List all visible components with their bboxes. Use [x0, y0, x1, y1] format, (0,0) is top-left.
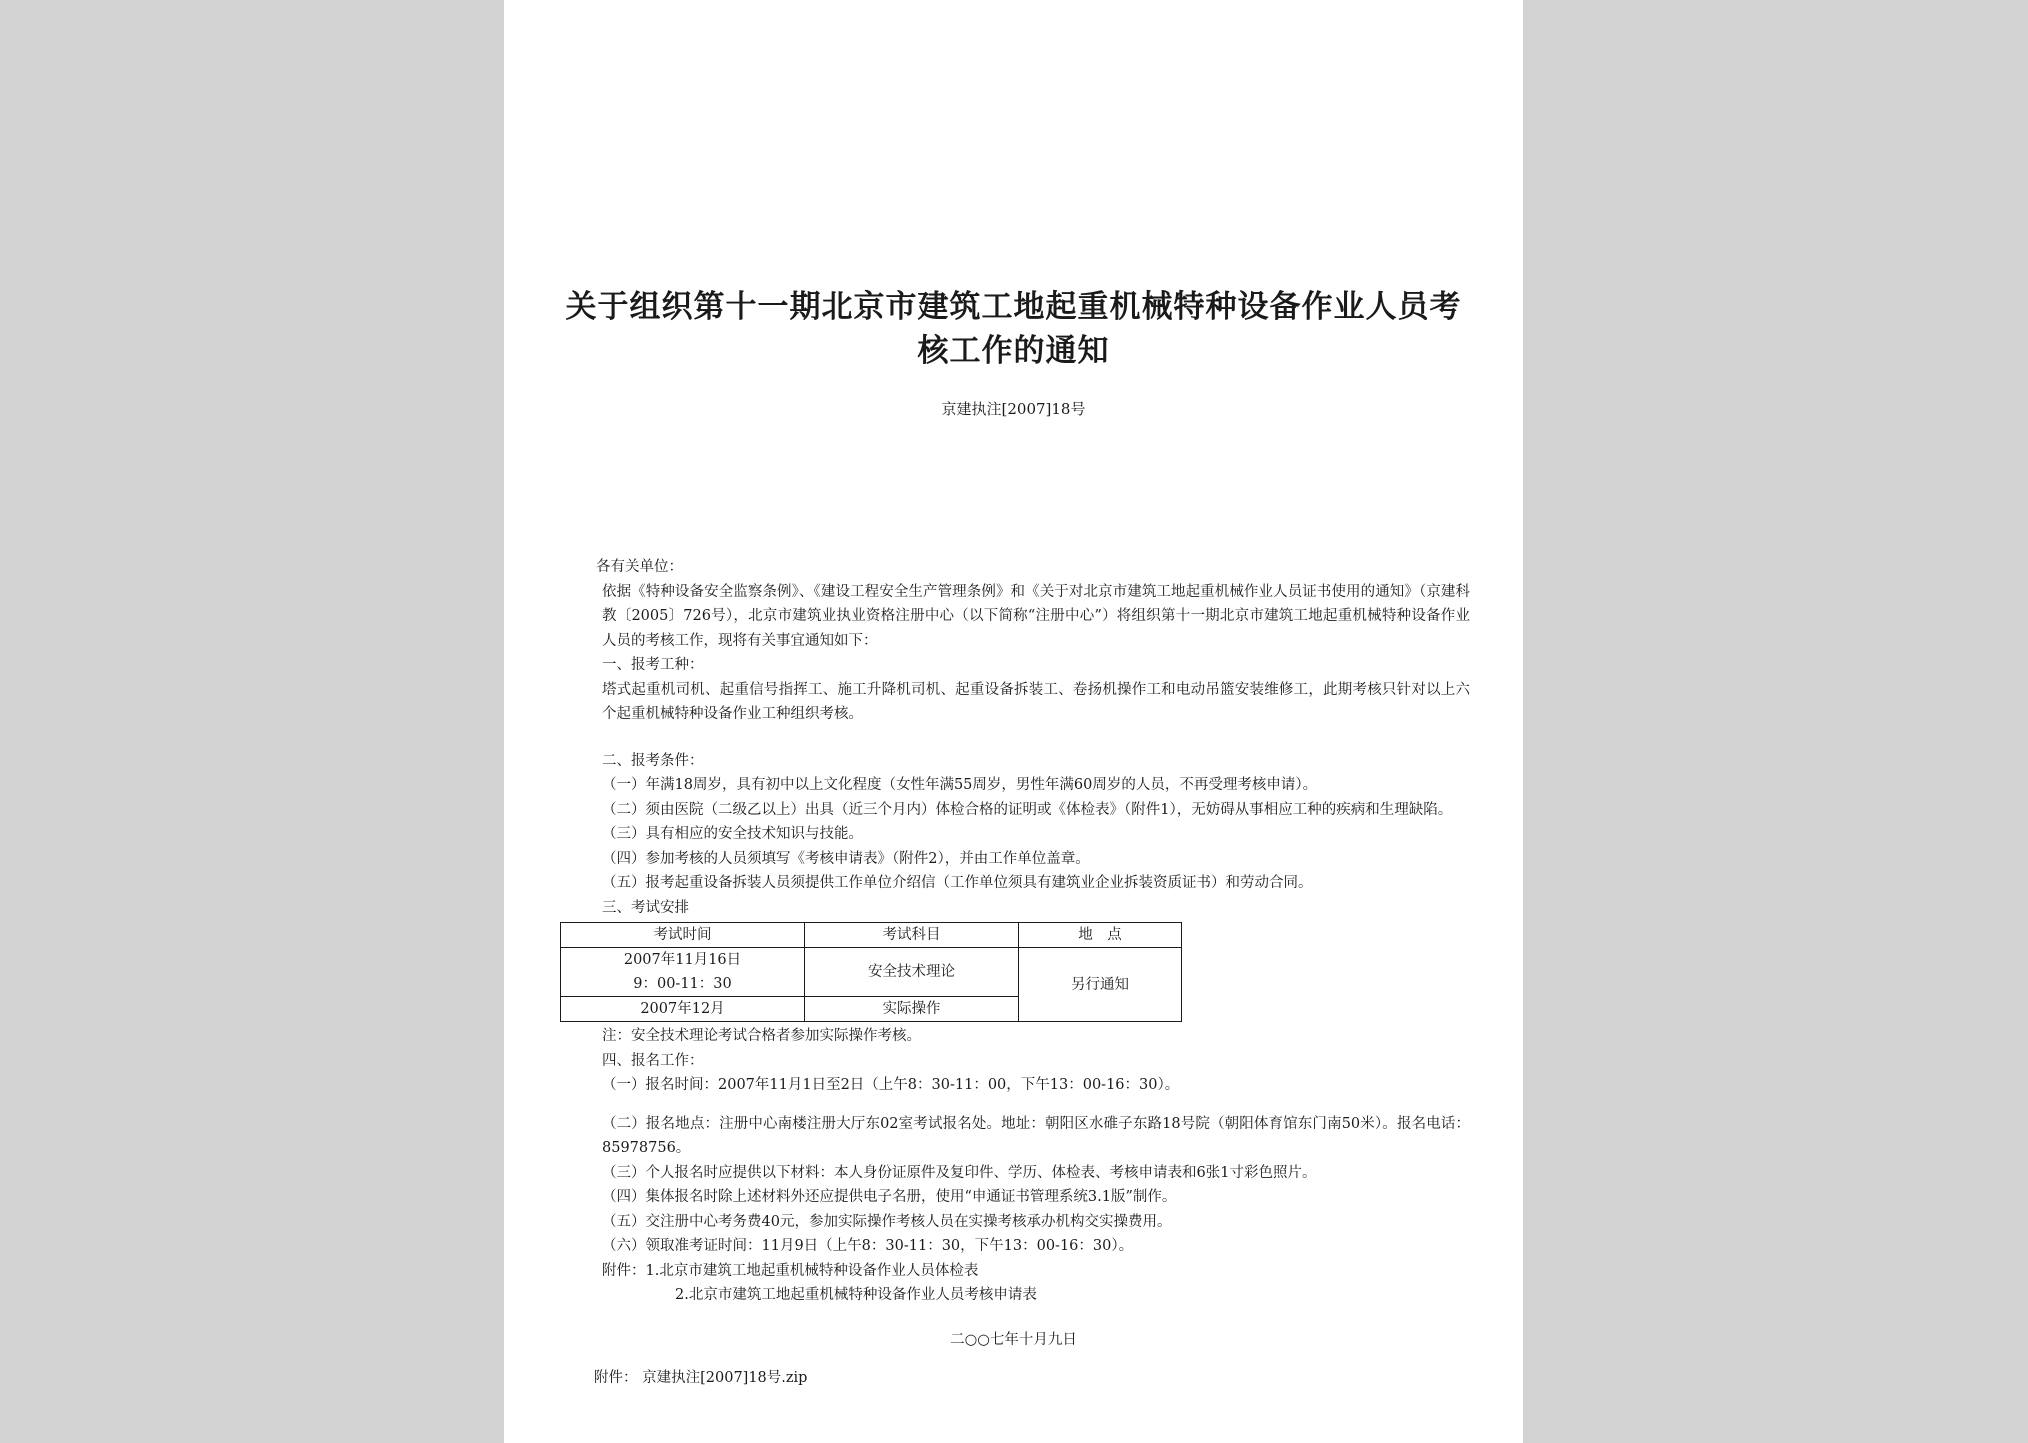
condition-item: （二）须由医院（二级乙以上）出具（近三个月内）体检合格的证明或《体检表》（附件1），无妨碍从事相应工种的疾病和生理缺陷。	[602, 801, 1453, 818]
salutation: 各有关单位：	[596, 559, 683, 575]
intro-paragraph: 依据《特种设备安全监察条例》、《建设工程安全生产管理条例》和《关于对北京市建筑工地起重机械作业人员证书使用的通知》（京建科教〔2005〕726号），北京市建筑业执业资格注册中心（以下简称“注册中心”）将组织第十一期北京市建筑工地起重机械特种设备作业人员的考核工作，现将有关事宜通知如下：	[602, 583, 1470, 649]
condition-item: （三）具有相应的安全技术知识与技能。	[602, 826, 863, 842]
document-number: 京建执注[2007]18号	[941, 400, 1086, 418]
download-attachment	[594, 1366, 807, 1387]
table-header-cell: 地 点	[1019, 923, 1182, 948]
attachment-line: 2.北京市建筑工地起重机械特种设备作业人员考核申请表	[675, 1287, 1037, 1303]
table-cell-time: 2007年12月	[561, 997, 805, 1022]
registration-item: （五）交注册中心考务费40元，参加实际操作考核人员在实操考核承办机构交实操费用。	[602, 1213, 1172, 1230]
table-cell-subject: 实际操作	[805, 997, 1019, 1022]
section-1-heading: 一、报考工种：	[602, 657, 704, 673]
registration-item: （四）集体报名时除上述材料外还应提供电子名册，使用“申通证书管理系统3.1版”制作。	[602, 1189, 1177, 1205]
section-1-text: 塔式起重机司机、起重信号指挥工、施工升降机司机、起重设备拆装工、卷扬机操作工和电动吊篮安装维修工，此期考核只针对以上六个起重机械特种设备作业工种组织考核。	[602, 681, 1470, 722]
section-2-heading: 二、报考条件：	[602, 752, 704, 769]
table-header-cell: 考试科目	[805, 923, 1019, 948]
attachment-file-link[interactable]: 京建执注[2007]18号.zip	[642, 1370, 808, 1386]
exam-time-date: 2007年11月16日	[623, 952, 742, 968]
exam-schedule-table	[560, 922, 1182, 1022]
table-cell-time	[561, 948, 805, 997]
table-note: 注：安全技术理论考试合格者参加实际操作考核。	[602, 1028, 921, 1044]
table-cell-location: 另行通知	[1019, 948, 1182, 1022]
document-date: 二○○七年十月九日	[950, 1332, 1077, 1348]
table-cell-subject: 安全技术理论	[805, 948, 1019, 997]
section-4-heading: 四、报名工作：	[602, 1052, 704, 1069]
condition-item: （一）年满18周岁，具有初中以上文化程度（女性年满55周岁，男性年满60周岁的人员，不再受理考核申请）。	[602, 777, 1318, 793]
exam-time-hours: 9：00-11：30	[633, 976, 732, 992]
table-header-cell: 考试时间	[561, 923, 805, 948]
attachment-line: 附件：1.北京市建筑工地起重机械特种设备作业人员体检表	[602, 1262, 979, 1279]
document-page	[504, 0, 1523, 1443]
condition-item: （五）报考起重设备拆装人员须提供工作单位介绍信（工作单位须具有建筑业企业拆装资质证书）和劳动合同。	[602, 875, 1313, 891]
table-header-row	[561, 923, 1182, 948]
registration-item: （三）个人报名时应提供以下材料：本人身份证原件及复印件、学历、体检表、考核申请表和6张1寸彩色照片。	[602, 1164, 1317, 1181]
registration-item: （一）报名时间：2007年11月1日至2日（上午8：30-11：00，下午13：00-16：30）。	[602, 1077, 1180, 1093]
registration-item: （六）领取准考证时间：11月9日（上午8：30-11：30，下午13：00-16：30）。	[602, 1238, 1134, 1254]
document-title: 关于组织第十一期北京市建筑工地起重机械特种设备作业人员考核工作的通知	[565, 289, 1462, 369]
document-body	[560, 555, 1470, 1308]
download-label: 附件：	[594, 1370, 638, 1386]
table-row	[561, 948, 1182, 997]
registration-item: （二）报名地点：注册中心南楼注册大厅东02室考试报名处。地址：朝阳区水碓子东路18号院（朝阳体育馆东门南50米）。报名电话：85978756。	[602, 1115, 1470, 1156]
condition-item: （四）参加考核的人员须填写《考核申请表》（附件2），并由工作单位盖章。	[602, 850, 1090, 867]
section-3-heading: 三、考试安排	[602, 899, 689, 916]
